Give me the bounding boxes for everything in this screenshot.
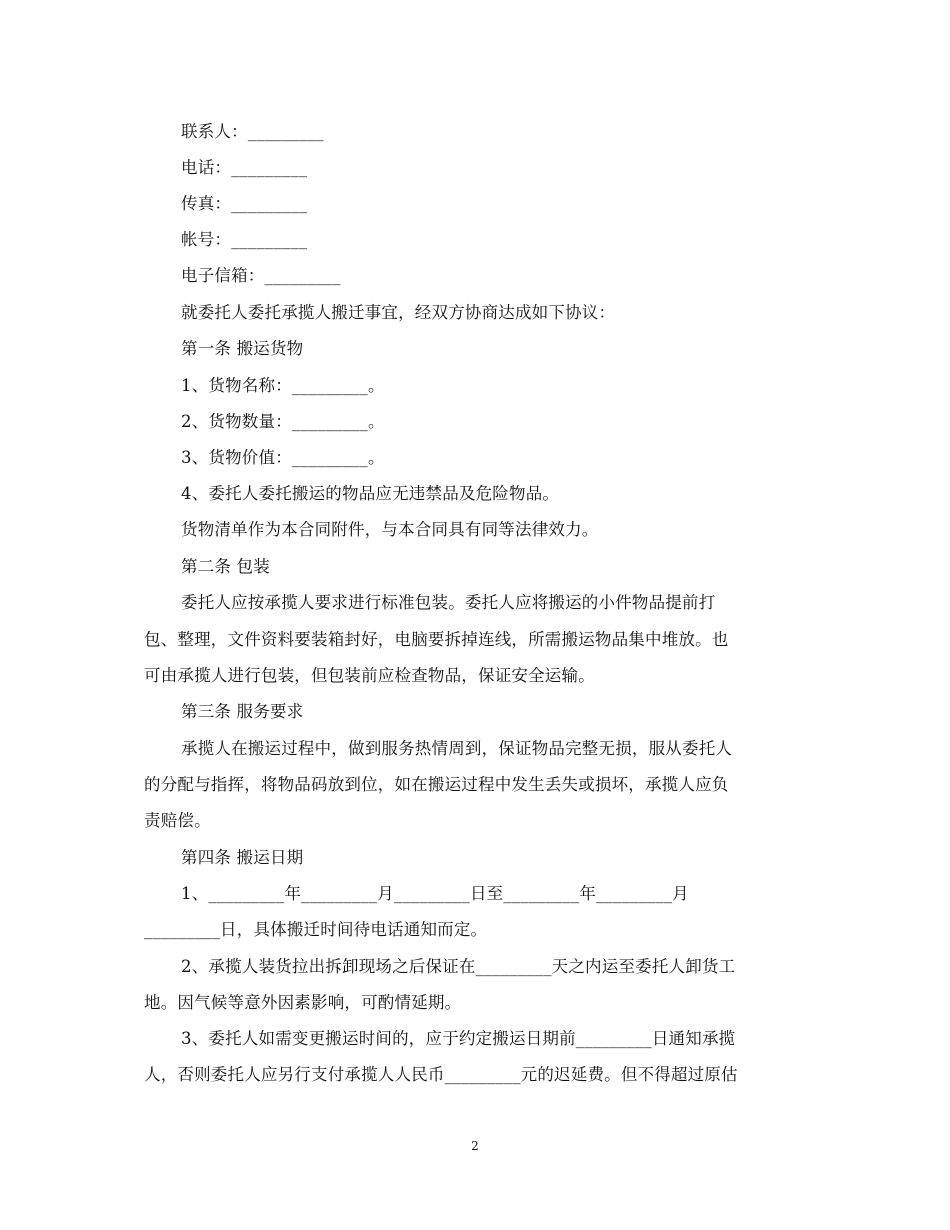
article-2-title: 第二条 包装 xyxy=(181,557,270,576)
agreement-intro: 就委托人委托承揽人搬迁事宜，经双方协商达成如下协议： xyxy=(181,303,616,322)
packaging-paragraph-line-3: 可由承揽人进行包装，但包装前应检查物品，保证安全运输。 xyxy=(144,666,595,685)
article-4-title: 第四条 搬运日期 xyxy=(181,848,304,867)
packaging-paragraph-line-1: 委托人应按承揽人要求进行标准包装。委托人应将搬运的小件物品提前打 xyxy=(181,593,716,612)
packaging-paragraph-line-2: 包、整理，文件资料要装箱封好，电脑要拆掉连线，所需搬运物品集中堆放。也 xyxy=(144,630,729,649)
fax-line: 传真：_________ xyxy=(181,194,308,213)
contact-person-line: 联系人：_________ xyxy=(181,122,324,141)
time-change-line-1: 3、委托人如需变更搬运时间的，应于约定搬运日期前_________日通知承揽 xyxy=(181,1029,736,1048)
account-line: 帐号：_________ xyxy=(181,230,308,249)
article-3-title: 第三条 服务要求 xyxy=(181,702,304,721)
moving-date-line-2: _________日，具体搬迁时间待电话通知而定。 xyxy=(144,920,488,939)
article-1-title: 第一条 搬运货物 xyxy=(181,339,304,358)
email-line: 电子信箱：_________ xyxy=(181,266,341,285)
goods-name-line: 1、货物名称：_________。 xyxy=(181,376,385,395)
service-paragraph-line-2: 的分配与指挥，将物品码放到位，如在搬运过程中发生丢失或损坏，承揽人应负 xyxy=(144,775,729,794)
service-paragraph-line-1: 承揽人在搬运过程中，做到服务热情周到，保证物品完整无损，服从委托人 xyxy=(181,739,733,758)
delivery-deadline-line-2: 地。因气候等意外因素影响，可酌情延期。 xyxy=(144,993,462,1012)
goods-value-line: 3、货物价值：_________。 xyxy=(181,448,385,467)
delivery-deadline-line-1: 2、承揽人装货拉出拆卸现场之后保证在_________天之内运至委托人卸货工 xyxy=(181,957,736,976)
page-number: 2 xyxy=(471,1139,479,1153)
prohibited-items-line: 4、委托人委托搬运的物品应无违禁品及危险物品。 xyxy=(181,484,560,503)
time-change-line-2: 人，否则委托人应另行支付承揽人人民币_________元的迟延费。但不得超过原估 xyxy=(144,1065,738,1084)
goods-quantity-line: 2、货物数量：_________。 xyxy=(181,412,385,431)
phone-line: 电话：_________ xyxy=(181,158,308,177)
inventory-attachment-line: 货物清单作为本合同附件，与本合同具有同等法律效力。 xyxy=(181,520,599,539)
service-paragraph-line-3: 责赔偿。 xyxy=(144,811,211,830)
moving-date-line-1: 1、_________年_________月_________日至_________年_________月 xyxy=(181,884,689,903)
